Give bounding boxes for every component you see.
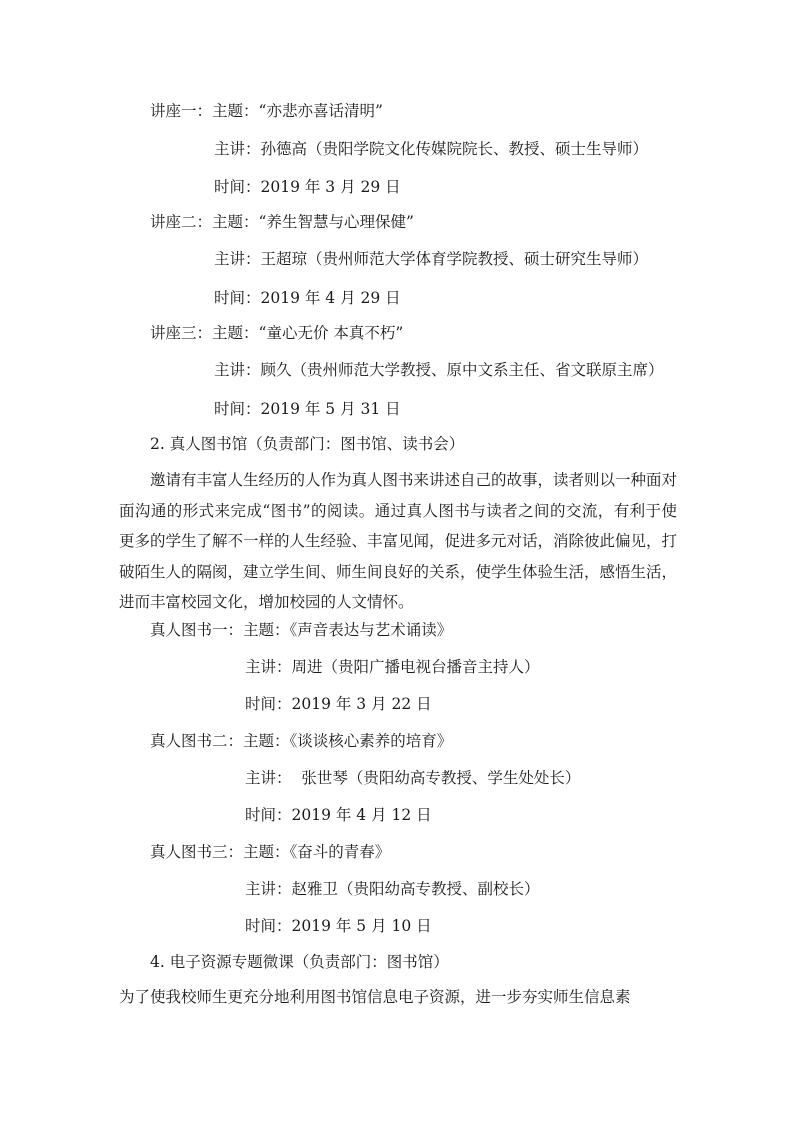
section-4-heading: 4. 电子资源专题微课（负责部门：图书馆）: [150, 953, 449, 971]
lecture-1-time: 时间：2019 年 3 月 29 日: [214, 178, 401, 196]
book-1-label: 真人图书一：: [150, 621, 244, 639]
book-1-time: 时间：2019 年 3 月 22 日: [245, 695, 432, 713]
section-2-heading: 2. 真人图书馆（负责部门：图书馆、读书会）: [150, 435, 465, 453]
lecture-3-speaker: 主讲：顾久（贵州师范大学教授、原中文系主任、省文联原主席）: [214, 361, 664, 379]
book-3-label: 真人图书三：: [150, 843, 244, 861]
section-2-paragraph: 邀请有丰富人生经历的人作为真人图书来讲述自己的故事，读者则以一种面对面沟通的形式来完成“图书”的阅读。通过真人图书与读者之间的交流，有利于使更多的学生了解不一样的人生经验、丰富见闻，促进多元对话，消除彼此偏见，打破陌生人的隔阂，建立学生间、师生间良好的关系，使学生体验生活，感悟生活，进而丰富校园文化，增加校园的人文情怀。: [119, 471, 678, 611]
lecture-2-label: 讲座二：: [150, 213, 213, 231]
book-2-topic: 主题：《谈谈核心素养的培育》: [243, 732, 453, 750]
lecture-3-header: [150, 323, 403, 343]
lecture-2-speaker: 主讲：王超琼（贵州师范大学体育学院教授、硕士研究生导师）: [214, 250, 649, 268]
book-2-speaker: 主讲： 张世琴（贵阳幼高专教授、学生处处长）: [245, 769, 581, 787]
book-3-time: 时间：2019 年 5 月 10 日: [245, 917, 432, 935]
book-2-time: 时间：2019 年 4 月 12 日: [245, 806, 432, 824]
lecture-2-time: 时间：2019 年 4 月 29 日: [214, 289, 401, 307]
lecture-1-speaker: 主讲：孙德高（贵阳学院文化传媒院院长、教授、硕士生导师）: [214, 140, 649, 158]
lecture-3-label: 讲座三：: [150, 324, 213, 342]
lecture-1-label: 讲座一：: [150, 102, 213, 120]
book-2-header: [150, 731, 452, 751]
book-3-header: [150, 842, 390, 862]
lecture-2-topic: 主题：“养生智慧与心理保健”: [212, 213, 414, 231]
lecture-1-topic: 主题：“亦悲亦喜话清明”: [212, 102, 383, 120]
book-2-label: 真人图书二：: [150, 732, 244, 750]
lecture-3-time: 时间：2019 年 5 月 31 日: [214, 400, 401, 418]
book-3-topic: 主题：《奋斗的青春》: [243, 843, 391, 861]
book-3-speaker: 主讲：赵雅卫（贵阳幼高专教授、副校长）: [245, 880, 540, 898]
lecture-3-topic: 主题：“童心无价 本真不朽”: [212, 324, 404, 342]
book-1-header: [150, 620, 452, 640]
lecture-2-header: [150, 212, 414, 232]
book-1-speaker: 主讲：周进（贵阳广播电视台播音主持人）: [245, 658, 540, 676]
book-1-topic: 主题：《声音表达与艺术诵读》: [243, 621, 453, 639]
lecture-1-header: [150, 101, 383, 121]
section-4-paragraph: 为了使我校师生更充分地利用图书馆信息电子资源，进一步夯实师生信息素: [119, 988, 631, 1006]
